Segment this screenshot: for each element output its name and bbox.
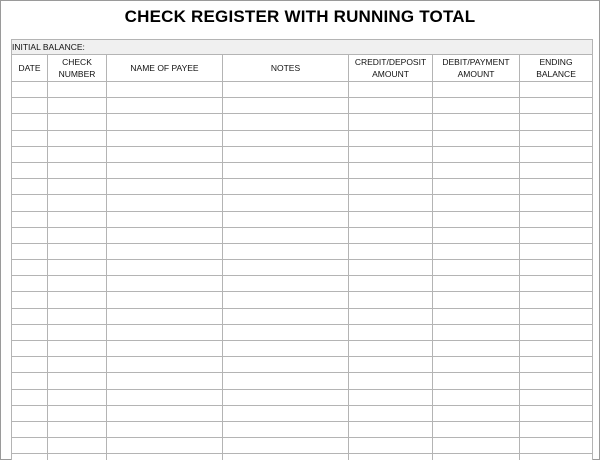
notes-cell[interactable] [223, 260, 349, 276]
date-cell[interactable] [12, 324, 48, 340]
date-cell[interactable] [12, 227, 48, 243]
debit-cell[interactable] [433, 308, 520, 324]
date-cell[interactable] [12, 373, 48, 389]
register-row [12, 114, 593, 130]
check-number-cell[interactable] [48, 243, 107, 259]
debit-cell[interactable] [433, 114, 520, 130]
notes-cell[interactable] [223, 162, 349, 178]
balance-cell[interactable] [520, 438, 593, 454]
check-number-cell[interactable] [48, 421, 107, 437]
notes-cell[interactable] [223, 227, 349, 243]
column-header-date: DATE [12, 55, 48, 82]
balance-cell[interactable] [520, 195, 593, 211]
notes-cell[interactable] [223, 373, 349, 389]
date-cell[interactable] [12, 98, 48, 114]
date-cell[interactable] [12, 308, 48, 324]
payee-cell[interactable] [107, 195, 223, 211]
balance-cell[interactable] [520, 308, 593, 324]
payee-cell[interactable] [107, 82, 223, 98]
credit-cell[interactable] [349, 243, 433, 259]
notes-cell[interactable] [223, 82, 349, 98]
check-number-cell[interactable] [48, 438, 107, 454]
debit-cell[interactable] [433, 98, 520, 114]
column-header-credit: CREDIT/DEPOSIT AMOUNT [349, 55, 433, 82]
register-row [12, 276, 593, 292]
payee-cell[interactable] [107, 357, 223, 373]
credit-cell[interactable] [349, 82, 433, 98]
debit-cell[interactable] [433, 454, 520, 460]
register-row [12, 454, 593, 460]
credit-cell[interactable] [349, 162, 433, 178]
balance-cell[interactable] [520, 357, 593, 373]
credit-cell[interactable] [349, 324, 433, 340]
credit-cell[interactable] [349, 308, 433, 324]
date-cell[interactable] [12, 421, 48, 437]
balance-cell[interactable] [520, 98, 593, 114]
credit-cell[interactable] [349, 373, 433, 389]
check-number-cell[interactable] [48, 454, 107, 460]
payee-cell[interactable] [107, 130, 223, 146]
debit-cell[interactable] [433, 292, 520, 308]
debit-cell[interactable] [433, 324, 520, 340]
notes-cell[interactable] [223, 292, 349, 308]
payee-cell[interactable] [107, 179, 223, 195]
payee-cell[interactable] [107, 421, 223, 437]
register-row [12, 146, 593, 162]
payee-cell[interactable] [107, 162, 223, 178]
date-cell[interactable] [12, 146, 48, 162]
register-row [12, 357, 593, 373]
column-header-check-number: CHECK NUMBER [48, 55, 107, 82]
check-number-cell[interactable] [48, 308, 107, 324]
date-cell[interactable] [12, 341, 48, 357]
column-header-debit: DEBIT/PAYMENT AMOUNT [433, 55, 520, 82]
credit-cell[interactable] [349, 130, 433, 146]
register-row [12, 82, 593, 98]
debit-cell[interactable] [433, 146, 520, 162]
date-cell[interactable] [12, 114, 48, 130]
balance-cell[interactable] [520, 421, 593, 437]
date-cell[interactable] [12, 438, 48, 454]
debit-cell[interactable] [433, 276, 520, 292]
debit-cell[interactable] [433, 162, 520, 178]
debit-cell[interactable] [433, 357, 520, 373]
balance-cell[interactable] [520, 292, 593, 308]
register-row [12, 195, 593, 211]
date-cell[interactable] [12, 179, 48, 195]
notes-cell[interactable] [223, 308, 349, 324]
balance-cell[interactable] [520, 243, 593, 259]
register-row [12, 389, 593, 405]
payee-cell[interactable] [107, 227, 223, 243]
payee-cell[interactable] [107, 114, 223, 130]
check-number-cell[interactable] [48, 227, 107, 243]
register-row [12, 341, 593, 357]
balance-cell[interactable] [520, 324, 593, 340]
debit-cell[interactable] [433, 421, 520, 437]
payee-cell[interactable] [107, 324, 223, 340]
notes-cell[interactable] [223, 243, 349, 259]
payee-cell[interactable] [107, 438, 223, 454]
register-row [12, 98, 593, 114]
notes-cell[interactable] [223, 211, 349, 227]
balance-cell[interactable] [520, 211, 593, 227]
check-number-cell[interactable] [48, 341, 107, 357]
date-cell[interactable] [12, 195, 48, 211]
date-cell[interactable] [12, 454, 48, 460]
credit-cell[interactable] [349, 146, 433, 162]
check-number-cell[interactable] [48, 82, 107, 98]
balance-cell[interactable] [520, 82, 593, 98]
credit-cell[interactable] [349, 276, 433, 292]
payee-cell[interactable] [107, 211, 223, 227]
credit-cell[interactable] [349, 357, 433, 373]
credit-cell[interactable] [349, 438, 433, 454]
check-number-cell[interactable] [48, 162, 107, 178]
date-cell[interactable] [12, 243, 48, 259]
debit-cell[interactable] [433, 438, 520, 454]
check-number-cell[interactable] [48, 260, 107, 276]
balance-cell[interactable] [520, 162, 593, 178]
check-number-cell[interactable] [48, 276, 107, 292]
column-header-notes: NOTES [223, 55, 349, 82]
date-cell[interactable] [12, 260, 48, 276]
register-row [12, 373, 593, 389]
payee-cell[interactable] [107, 243, 223, 259]
debit-cell[interactable] [433, 341, 520, 357]
register-row [12, 308, 593, 324]
check-number-cell[interactable] [48, 98, 107, 114]
register-row [12, 162, 593, 178]
credit-cell[interactable] [349, 389, 433, 405]
register-table [11, 39, 593, 460]
notes-cell[interactable] [223, 389, 349, 405]
balance-cell[interactable] [520, 276, 593, 292]
column-header-row [12, 55, 593, 82]
debit-cell[interactable] [433, 179, 520, 195]
register-row [12, 421, 593, 437]
date-cell[interactable] [12, 357, 48, 373]
notes-cell[interactable] [223, 405, 349, 421]
credit-cell[interactable] [349, 421, 433, 437]
notes-cell[interactable] [223, 146, 349, 162]
notes-cell[interactable] [223, 195, 349, 211]
debit-cell[interactable] [433, 82, 520, 98]
notes-cell[interactable] [223, 341, 349, 357]
notes-cell[interactable] [223, 276, 349, 292]
register-entries [12, 82, 593, 460]
notes-cell[interactable] [223, 324, 349, 340]
check-number-cell[interactable] [48, 179, 107, 195]
credit-cell[interactable] [349, 260, 433, 276]
balance-cell[interactable] [520, 405, 593, 421]
balance-cell[interactable] [520, 341, 593, 357]
register-row [12, 227, 593, 243]
credit-cell[interactable] [349, 114, 433, 130]
payee-cell[interactable] [107, 98, 223, 114]
column-header-payee: NAME OF PAYEE [107, 55, 223, 82]
credit-cell[interactable] [349, 211, 433, 227]
check-number-cell[interactable] [48, 146, 107, 162]
notes-cell[interactable] [223, 98, 349, 114]
balance-cell[interactable] [520, 146, 593, 162]
notes-cell[interactable] [223, 179, 349, 195]
date-cell[interactable] [12, 389, 48, 405]
initial-balance-row [12, 40, 593, 55]
payee-cell[interactable] [107, 276, 223, 292]
debit-cell[interactable] [433, 227, 520, 243]
notes-cell[interactable] [223, 114, 349, 130]
debit-cell[interactable] [433, 405, 520, 421]
debit-cell[interactable] [433, 195, 520, 211]
debit-cell[interactable] [433, 130, 520, 146]
credit-cell[interactable] [349, 454, 433, 460]
date-cell[interactable] [12, 130, 48, 146]
credit-cell[interactable] [349, 292, 433, 308]
register-row [12, 211, 593, 227]
payee-cell[interactable] [107, 292, 223, 308]
check-number-cell[interactable] [48, 324, 107, 340]
date-cell[interactable] [12, 276, 48, 292]
credit-cell[interactable] [349, 405, 433, 421]
check-number-cell[interactable] [48, 373, 107, 389]
payee-cell[interactable] [107, 389, 223, 405]
balance-cell[interactable] [520, 454, 593, 460]
debit-cell[interactable] [433, 211, 520, 227]
register-row [12, 405, 593, 421]
credit-cell[interactable] [349, 98, 433, 114]
payee-cell[interactable] [107, 454, 223, 460]
date-cell[interactable] [12, 211, 48, 227]
payee-cell[interactable] [107, 373, 223, 389]
register-row [12, 292, 593, 308]
column-header-ending-balance: ENDING BALANCE [520, 55, 593, 82]
balance-cell[interactable] [520, 373, 593, 389]
page-title: CHECK REGISTER WITH RUNNING TOTAL [124, 7, 476, 26]
date-cell[interactable] [12, 292, 48, 308]
payee-cell[interactable] [107, 308, 223, 324]
check-number-cell[interactable] [48, 405, 107, 421]
debit-cell[interactable] [433, 389, 520, 405]
notes-cell[interactable] [223, 421, 349, 437]
payee-cell[interactable] [107, 341, 223, 357]
credit-cell[interactable] [349, 179, 433, 195]
register-row [12, 260, 593, 276]
debit-cell[interactable] [433, 260, 520, 276]
check-number-cell[interactable] [48, 389, 107, 405]
balance-cell[interactable] [520, 389, 593, 405]
check-number-cell[interactable] [48, 211, 107, 227]
notes-cell[interactable] [223, 454, 349, 460]
credit-cell[interactable] [349, 341, 433, 357]
date-cell[interactable] [12, 82, 48, 98]
check-number-cell[interactable] [48, 195, 107, 211]
payee-cell[interactable] [107, 260, 223, 276]
check-number-cell[interactable] [48, 357, 107, 373]
balance-cell[interactable] [520, 179, 593, 195]
register-row [12, 243, 593, 259]
balance-cell[interactable] [520, 227, 593, 243]
date-cell[interactable] [12, 405, 48, 421]
register-row [12, 130, 593, 146]
initial-balance-label: INITIAL BALANCE: [12, 40, 593, 55]
notes-cell[interactable] [223, 438, 349, 454]
register-row [12, 438, 593, 454]
debit-cell[interactable] [433, 243, 520, 259]
register-row [12, 324, 593, 340]
register-row [12, 179, 593, 195]
balance-cell[interactable] [520, 114, 593, 130]
credit-cell[interactable] [349, 195, 433, 211]
notes-cell[interactable] [223, 357, 349, 373]
credit-cell[interactable] [349, 227, 433, 243]
check-number-cell[interactable] [48, 292, 107, 308]
balance-cell[interactable] [520, 130, 593, 146]
payee-cell[interactable] [107, 405, 223, 421]
debit-cell[interactable] [433, 373, 520, 389]
notes-cell[interactable] [223, 130, 349, 146]
balance-cell[interactable] [520, 260, 593, 276]
check-number-cell[interactable] [48, 130, 107, 146]
date-cell[interactable] [12, 162, 48, 178]
check-number-cell[interactable] [48, 114, 107, 130]
payee-cell[interactable] [107, 146, 223, 162]
